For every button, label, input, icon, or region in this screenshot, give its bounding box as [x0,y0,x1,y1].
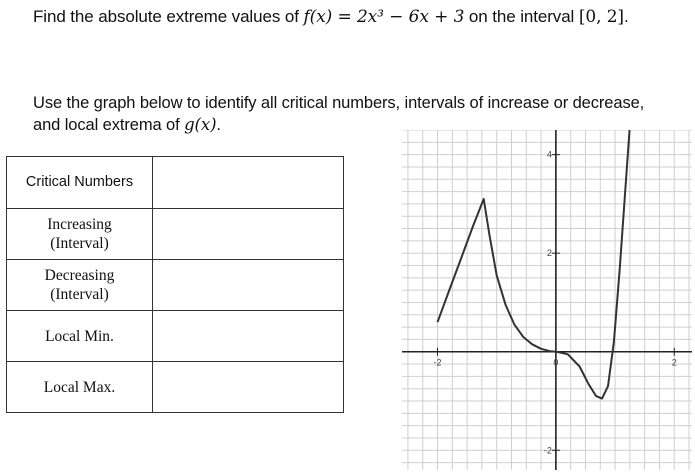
table-row-local-min [7,311,344,362]
row-label-line-1: Increasing [47,216,112,233]
y-tick-label: -2 [543,445,552,456]
question-2-text: Use the graph below to identify all critical numbers, intervals of increase or decrease, and local extrema of [33,94,645,134]
answer-table [6,156,344,413]
row-label-line-2: (Interval) [50,235,109,252]
question-1-prefix: Find the absolute extreme values of [33,7,304,26]
table-row-increasing [7,209,344,260]
question-1-interval: [0, 2] [578,7,624,27]
table-row-critical-numbers [7,157,344,209]
row-label [7,260,153,311]
row-label [7,157,153,209]
x-tick-label: 0 [553,357,559,368]
row-label-line-1: Local Min. [45,327,114,345]
row-label-line-1: Local Max. [43,378,116,396]
series-curve-g [438,130,630,399]
answer-cell-decreasing[interactable] [153,260,344,311]
answer-cell-local-min[interactable] [153,311,344,362]
row-label-line-1: Decreasing [44,267,115,284]
table-row-decreasing [7,260,344,311]
row-label-line-2: (Interval) [50,286,109,303]
answer-cell-increasing[interactable] [153,209,344,260]
row-label [7,311,153,362]
question-2-func: g(x) [184,115,217,134]
x-tick-label: 2 [671,357,677,368]
function-graph [402,130,692,470]
row-label [7,362,153,413]
y-tick-label: 4 [546,149,552,160]
question-1-func-name: f [303,7,310,27]
table-row-local-max [7,362,344,413]
question-1-func-expression: (x) = 2x³ − 6x + 3 [309,7,465,27]
answer-cell-local-max[interactable] [153,362,344,413]
question-1 [33,7,629,27]
question-1-suffix: . [623,7,629,26]
x-tick-label: -2 [433,357,442,368]
question-1-mid: on the interval [464,7,579,26]
y-tick-label: 2 [546,248,552,259]
row-label [7,209,153,260]
answer-cell-critical-numbers[interactable] [153,157,344,209]
question-2-suffix: . [216,116,221,134]
row-label-line-1: Critical Numbers [25,174,134,190]
